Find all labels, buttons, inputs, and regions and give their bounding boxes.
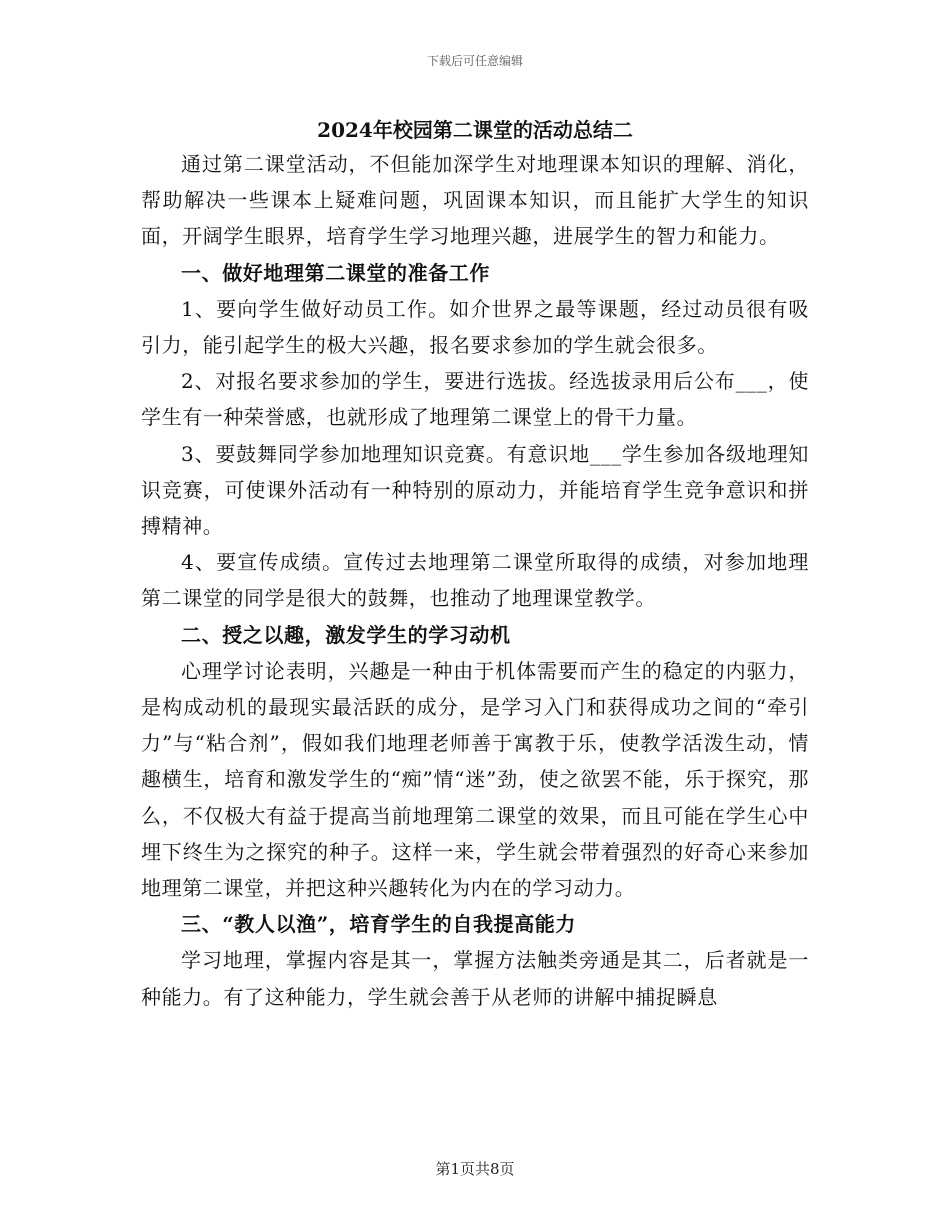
- section-heading-1: 一、做好地理第二课堂的准备工作: [181, 260, 490, 285]
- section-heading-2: 二、授之以趣，激发学生的学习动机: [181, 622, 511, 647]
- section-heading-3: 三、“教人以渔”，培育学生的自我提高能力: [181, 912, 577, 937]
- document-title: 2024年校园第二课堂的活动总结二: [317, 118, 633, 142]
- header-note: 下载后可任意编辑: [426, 54, 523, 68]
- body-paragraph: 学习地理，掌握内容是其一，掌握方法触类旁通是其二，后者就是一种能力。有了这种能力，学生就会善于从老师的讲解中捕捉瞬息: [141, 948, 809, 1009]
- page-footer: 第1页共8页: [435, 1160, 515, 1178]
- intro-paragraph: 通过第二课堂活动，不但能加深学生对地理课本知识的理解、消化，帮助解决一些课本上疑难问题，巩固课本知识，而且能扩大学生的知识面，开阔学生眼界，培育学生学习地理兴趣，进展学生的智力和能力。: [141, 152, 809, 249]
- body-paragraph: 心理学讨论表明，兴趣是一种由于机体需要而产生的稳定的内驱力，是构成动机的最现实最活跃的成分，是学习入门和获得成功之间的“牵引力”与“粘合剂”，假如我们地理老师善于寓教于乐，使教学活泼生动，情趣横生，培育和激发学生的“痴”情“迷”劲，使之欲罢不能，乐于探究，那么，不仅极大有益于提高当前地理第二课堂的效果，而且可能在学生心中埋下终生为之探究的种子。这样一来，学生就会带着强烈的好奇心来参加地理第二课堂，并把这种兴趣转化为内在的学习动力。: [141, 658, 809, 901]
- body-paragraph: 4、要宣传成绩。宣传过去地理第二课堂所取得的成绩，对参加地理第二课堂的同学是很大的鼓舞，也推动了地理课堂教学。: [141, 550, 809, 611]
- document-body: [141, 146, 809, 1015]
- body-paragraph: 2、对报名要求参加的学生，要进行选拔。经选拔录用后公布___，使学生有一种荣誉感，也就形成了地理第二课堂上的骨干力量。: [141, 369, 809, 430]
- body-paragraph: 3、要鼓舞同学参加地理知识竞赛。有意识地___学生参加各级地理知识竞赛，可使课外活动有一种特别的原动力，并能培育学生竞争意识和拼搏精神。: [141, 441, 809, 539]
- body-paragraph: 1、要向学生做好动员工作。如介世界之最等课题，经过动员很有吸引力，能引起学生的极大兴趣，报名要求参加的学生就会很多。: [141, 296, 809, 358]
